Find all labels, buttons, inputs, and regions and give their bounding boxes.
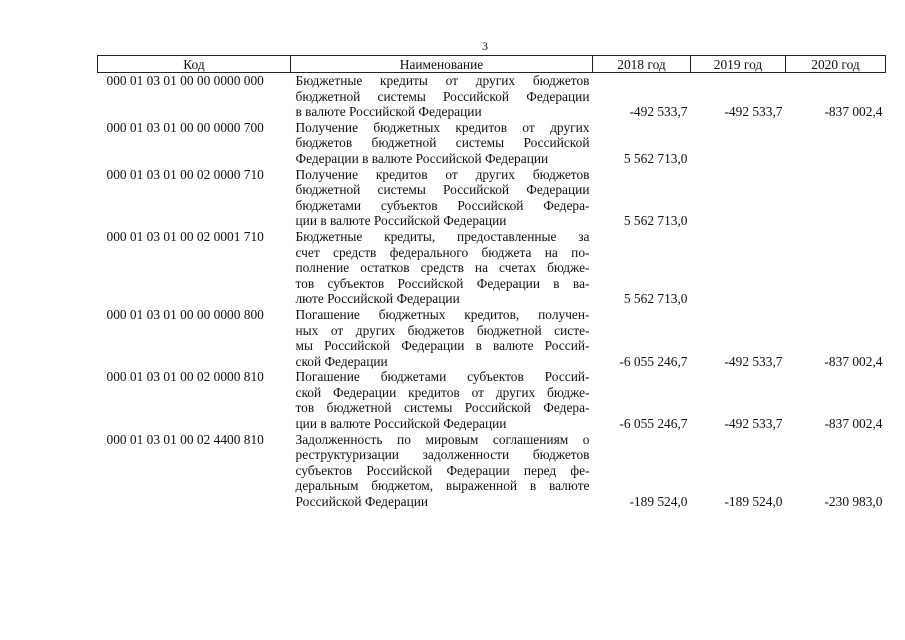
row-name-line: бюджетной системы Российской Федерации [295,88,590,104]
row-name-line: тов бюджетной системы Российской Федера- [295,400,590,416]
table-header-row [98,56,886,73]
row-name-line: бюджетами субъектов Российской Федера- [295,197,590,213]
header-2019: 2019 год [691,56,786,73]
row-name-line: Российской Федерации [295,494,429,510]
row-name-line: Федерации в валюте Российской Федерации [295,150,549,166]
row-name [291,167,593,229]
row-value-2020: -230 983,0 [824,494,883,510]
row-name-line: люте Российской Федерации [295,291,460,307]
page-number: 3 [482,39,488,53]
row-name-line: Получение бюджетных кредитов от других [295,119,590,135]
row-name-line: ской Федерации кредитов от других бюдже- [295,384,590,400]
row-name-line: тов субъектов Российской Федерации в ва- [295,275,590,291]
row-value-2019 [691,120,786,167]
row-name-line: реструктуризации задолженности бюджетов [295,447,590,463]
row-name-line: ции в валюте Российской Федерации [295,416,507,432]
row-name-line: Получение кредитов от других бюджетов [295,166,590,182]
row-value-2020 [786,167,886,229]
header-name: Наименование [291,56,593,73]
row-name-line: счет средств федерального бюджета на по- [295,244,590,260]
row-value-2018: -189 524,0 [629,494,688,510]
row-value-2020 [786,229,886,307]
row-value-2018: -492 533,7 [629,104,688,120]
row-value-2020: -837 002,4 [824,353,883,369]
row-name [291,229,593,307]
row-value-2020: -837 002,4 [824,416,883,432]
row-value-2018: 5 562 713,0 [623,213,688,229]
row-name [291,369,593,431]
table-row [98,167,886,229]
row-name-line: субъектов Российской Федерации перед фе- [295,462,590,478]
table-row [98,432,886,510]
row-code: 000 01 03 01 00 02 0000 710 [106,166,264,182]
row-name-line: бюджетной системы Российской Федерации [295,182,590,198]
row-name-line: в валюте Российской Федерации [295,104,482,120]
header-code: Код [98,56,291,73]
row-value-2018: 5 562 713,0 [623,150,688,166]
row-name [291,120,593,167]
row-value-2018: 5 562 713,0 [623,291,688,307]
row-name-line: мы Российской Федерации в валюте Россий- [295,338,590,354]
row-value-2020: -837 002,4 [824,104,883,120]
row-name-line: ской Федерации [295,353,388,369]
row-code: 000 01 03 01 00 00 0000 800 [106,306,264,322]
row-name-line: Бюджетные кредиты от других бюджетов [295,73,590,88]
row-value-2020 [786,120,886,167]
row-name-line: Задолженность по мировым соглашениям о [295,431,590,447]
row-value-2019 [691,229,786,307]
row-name-line: ных от других бюджетов бюджетной систе- [295,322,590,338]
row-value-2018: -6 055 246,7 [619,416,688,432]
header-2020: 2020 год [786,56,886,73]
row-code: 000 01 03 01 00 02 4400 810 [106,431,264,447]
table-row [98,73,886,120]
row-name [291,73,593,120]
header-2018: 2018 год [593,56,691,73]
table-row [98,369,886,431]
row-name-line: Погашение бюджетных кредитов, получен- [295,306,590,322]
row-value-2018: -6 055 246,7 [619,353,688,369]
row-value-2019 [691,167,786,229]
row-name [291,307,593,369]
row-value-2019: -492 533,7 [724,104,783,120]
row-value-2019: -492 533,7 [724,416,783,432]
row-code: 000 01 03 01 00 02 0000 810 [106,369,264,385]
row-name-line: бюджетов бюджетной системы Российской [295,135,590,151]
row-name-line: деральным бюджетом, выраженной в валюте [295,478,590,494]
budget-table [97,55,886,510]
row-value-2019: -492 533,7 [724,353,783,369]
table-row [98,307,886,369]
row-value-2019: -189 524,0 [724,494,783,510]
row-name [291,432,593,510]
row-code: 000 01 03 01 00 02 0001 710 [106,228,264,244]
row-code: 000 01 03 01 00 00 0000 700 [106,119,264,135]
row-name-line: ции в валюте Российской Федерации [295,213,507,229]
row-name-line: Погашение бюджетами субъектов Россий- [295,369,590,385]
table-body [98,73,886,510]
row-name-line: полнение остатков средств на счетах бюдже- [295,260,590,276]
table-row [98,229,886,307]
row-code: 000 01 03 01 00 00 0000 000 [106,73,264,88]
row-name-line: Бюджетные кредиты, предоставленные за [295,228,590,244]
table-row [98,120,886,167]
